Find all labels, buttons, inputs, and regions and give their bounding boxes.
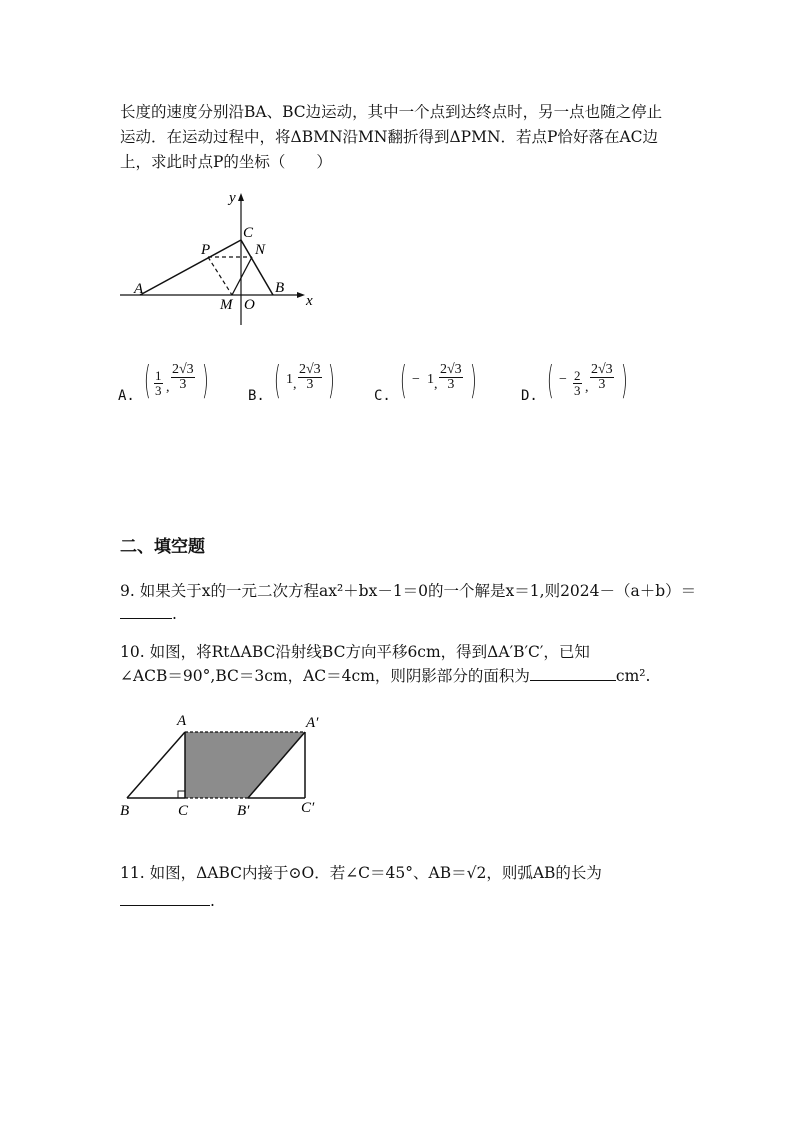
q10-label-A-prime: A′ <box>306 715 319 731</box>
option-x-sign: − <box>559 372 567 387</box>
q9-text-line-1: 9. 如果关于x的一元二次方程ax²＋bx－1＝0的一个解是x＝1,则2024－（a＋b）＝ <box>120 582 697 600</box>
paren-right: ) <box>621 358 628 402</box>
option-x-value: 1 <box>427 372 434 387</box>
q10-label-B-prime: B′ <box>237 803 250 819</box>
option-y-fraction: $\frac{2√3}{3}$ <box>172 362 194 392</box>
q8-coordinate-figure <box>110 185 330 330</box>
q8-text-line-3: 上，求此时点P的坐标（ ） <box>120 153 332 171</box>
paren-left: ( <box>144 358 151 402</box>
q8-option-c[interactable]: C. ( − 1 , $\frac{2√3}{3}$ ) <box>374 358 477 404</box>
q8-option-b[interactable]: B. ( 1 , $\frac{2√3}{3}$ ) <box>248 358 335 404</box>
q11-text-line-2: . <box>120 891 215 910</box>
q10-answer-blank[interactable] <box>530 666 616 681</box>
option-x-value: 1 <box>286 372 293 387</box>
q8-label-C: C <box>243 225 254 241</box>
paren-left: ( <box>547 358 554 402</box>
q8-label-y: y <box>229 190 236 206</box>
q8-label-O: O <box>244 297 255 313</box>
paren-right: ) <box>328 358 335 402</box>
q8-label-N: N <box>255 242 266 258</box>
q9-answer-blank[interactable] <box>120 604 172 619</box>
q10-text-line-1: 10. 如图，将RtΔABC沿射线BC方向平移6cm，得到ΔA′B′C′，已知 <box>120 643 590 661</box>
option-letter: D. <box>521 388 538 404</box>
q10-label-C: C <box>178 803 189 819</box>
q9-text-line-2: . <box>120 604 177 623</box>
option-letter: C. <box>374 388 391 404</box>
q8-label-A: A <box>134 281 144 297</box>
q10-text-line-2: ∠ACB＝90°,BC＝3cm，AC＝4cm，则阴影部分的面积为 cm². <box>120 667 651 685</box>
option-y-fraction: $\frac{2√3}{3}$ <box>591 362 613 392</box>
q10-label-A: A <box>177 713 187 729</box>
section-title: 二、填空题 <box>120 537 205 557</box>
q8-label-P: P <box>201 242 211 258</box>
q11-text-line-1: 11. 如图，ΔABC内接于⊙O．若∠C＝45°、AB＝√2，则弧AB的长为 <box>120 864 602 882</box>
q10-label-B: B <box>120 803 130 819</box>
q8-text-line-2: 运动．在运动过程中，将ΔBMN沿MN翻折得到ΔPMN．若点P恰好落在AC边 <box>120 128 658 146</box>
q10-translation-figure <box>115 708 335 823</box>
option-x-fraction: $\frac{2}{3}$ <box>574 368 581 398</box>
q8-label-B: B <box>275 280 285 296</box>
option-x-fraction: $\frac{1}{3}$ <box>155 368 162 398</box>
q8-option-a[interactable]: A. ( $\frac{1}{3}$ , $\frac{2√3}{3}$ ) <box>118 358 209 404</box>
option-y-fraction: $\frac{2√3}{3}$ <box>299 362 321 392</box>
option-y-fraction: $\frac{2√3}{3}$ <box>440 362 462 392</box>
q10-label-C-prime: C′ <box>301 800 315 816</box>
option-letter: B. <box>248 388 265 404</box>
paren-left: ( <box>274 358 281 402</box>
paren-left: ( <box>400 358 407 402</box>
q8-label-x: x <box>306 293 313 309</box>
option-x-sign: − <box>412 372 420 387</box>
q11-answer-blank[interactable] <box>120 891 210 906</box>
paren-right: ) <box>202 358 209 402</box>
option-letter: A. <box>118 388 135 404</box>
q8-text-line-1: 长度的速度分别沿BA、BC边运动，其中一个点到达终点时，另一点也随之停止 <box>120 103 663 121</box>
q8-option-d[interactable]: D. ( − $\frac{2}{3}$ , $\frac{2√3}{3}$ ) <box>521 358 628 404</box>
q8-label-M: M <box>220 297 233 313</box>
paren-right: ) <box>470 358 477 402</box>
